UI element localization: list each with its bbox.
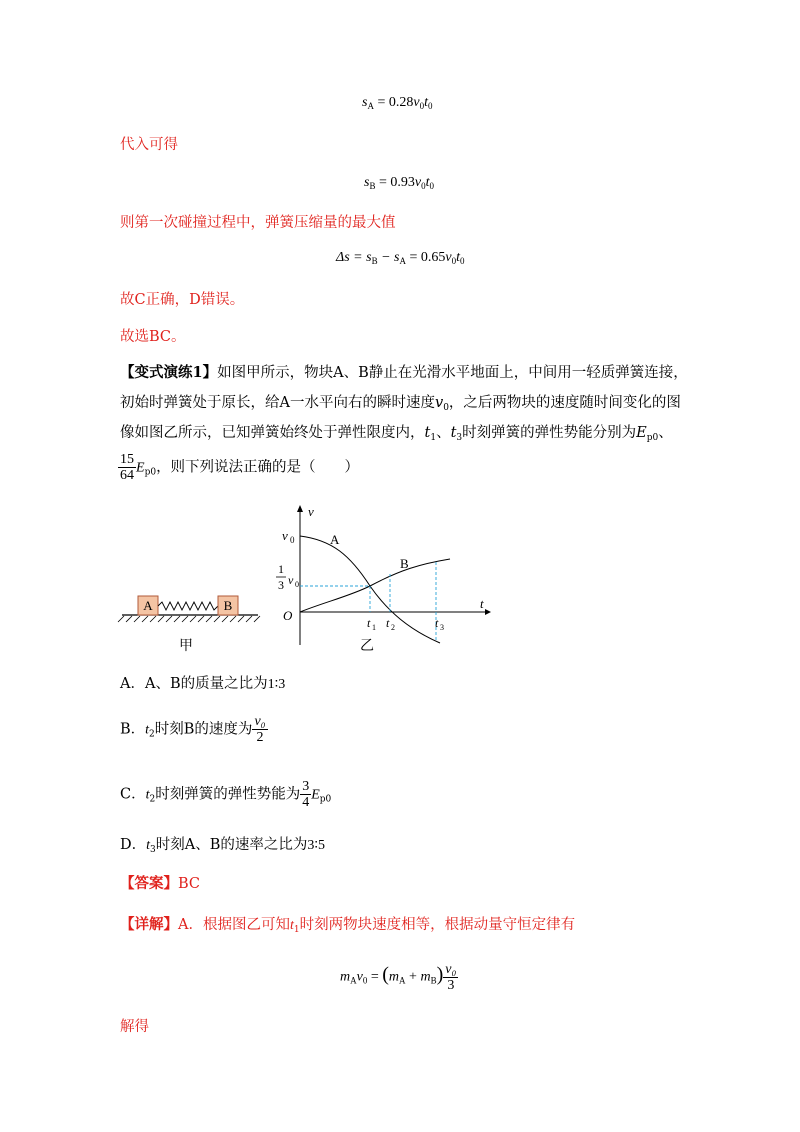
option-c[interactable]: C．$t_2$时刻弹簧的弹性势能为 $\frac{3}{4}$ $E_{p0}$	[120, 779, 332, 810]
line-substitute: 代入可得	[120, 137, 178, 153]
fraction-v0-over-2: $\frac{\text{v₀}}{2}$	[254, 714, 266, 745]
tick-t3-sub: 3	[440, 623, 444, 632]
v0-label-sub: 0	[290, 535, 295, 545]
equation-momentum: $m_Av_0 = (m_A + m_B)$ $\frac{\text{v₀}}{3}$	[340, 962, 457, 993]
curve-b	[300, 559, 450, 612]
v-axis-arrow	[297, 505, 303, 512]
option-d[interactable]: D．$t_3$时刻A、B的速率之比为3∶5	[120, 837, 326, 855]
line-solve: 解得	[120, 1019, 149, 1035]
figure-left	[118, 596, 260, 654]
block-a-label: A	[143, 598, 153, 613]
third-den: 3	[278, 578, 284, 592]
explain-line: 【详解】A．根据图乙可知$t_1$时刻两物块速度相等，根据动量守恒定律有	[120, 916, 576, 935]
tick-t1-sub: 1	[372, 623, 376, 632]
problem-line-4: $\frac{15}{64}$ $E_{p0}$，则下列说法正确的是（ ）	[120, 452, 360, 483]
option-b[interactable]: B．$t_2$时刻B的速度为 $\frac{\text{v₀}}{2}$	[120, 714, 266, 745]
curve-a-label: A	[330, 532, 340, 547]
option-a[interactable]: A．A、B的质量之比为1∶3	[120, 676, 286, 692]
line-choose: 故选BC。	[120, 329, 186, 345]
block-b-label: B	[223, 598, 233, 613]
fraction-v0-over-3: $\frac{\text{v₀}}{3}$	[445, 962, 457, 993]
curve-b-label: B	[400, 556, 409, 571]
vt-graph	[276, 504, 491, 654]
caption-yi: 乙	[360, 638, 374, 654]
v0-label: v	[282, 528, 288, 543]
third-v0-label: v	[288, 573, 294, 587]
tick-t2: t	[386, 616, 390, 630]
figure	[110, 500, 510, 660]
ground-hatch	[118, 616, 260, 622]
tick-t3: t	[435, 616, 439, 630]
tick-t1: t	[367, 616, 371, 630]
axis-t-label: t	[480, 596, 484, 611]
fraction-15-64: $\frac{15}{64}$	[120, 452, 134, 483]
third-v0-sub: 0	[295, 580, 299, 589]
problem-line-1: 【变式演练1】如图甲所示，物块A、B静止在光滑水平地面上，中间用一轻质弹簧连接，	[120, 364, 688, 381]
origin-label: O	[283, 608, 293, 623]
equation-sb: $s_B = 0.93v_0t_0$	[364, 175, 434, 191]
fraction-3-over-4: $\frac{3}{4}$	[302, 779, 310, 810]
axis-v-label: v	[308, 504, 314, 519]
answer-line: 【答案】BC	[120, 875, 201, 892]
t-axis-arrow	[485, 609, 491, 615]
spring	[158, 602, 218, 610]
line-c-correct: 故C正确，D错误。	[120, 292, 245, 308]
line-compression: 则第一次碰撞过程中，弹簧压缩量的最大值	[120, 215, 396, 231]
tick-t2-sub: 2	[391, 623, 395, 632]
problem-tag: 【变式演练1】	[120, 364, 218, 381]
problem-line-2: 初始时弹簧处于原长，给A一水平向右的瞬时速度$v_0$，之后两物块的速度随时间变化的图	[120, 395, 681, 413]
problem-line-3: 像如图乙所示，已知弹簧始终处于弹性限度内，$t_1$、$t_3$时刻弹簧的弹性势能分别为$E_{p0}$、	[120, 425, 673, 443]
third-num: 1	[278, 562, 284, 576]
caption-jia: 甲	[179, 638, 193, 654]
equation-sa: $s_A = 0.28v_0t_0$	[362, 95, 433, 111]
equation-delta-s: $\Delta s = s_B - s_A = 0.65v_0t_0$	[336, 250, 465, 266]
